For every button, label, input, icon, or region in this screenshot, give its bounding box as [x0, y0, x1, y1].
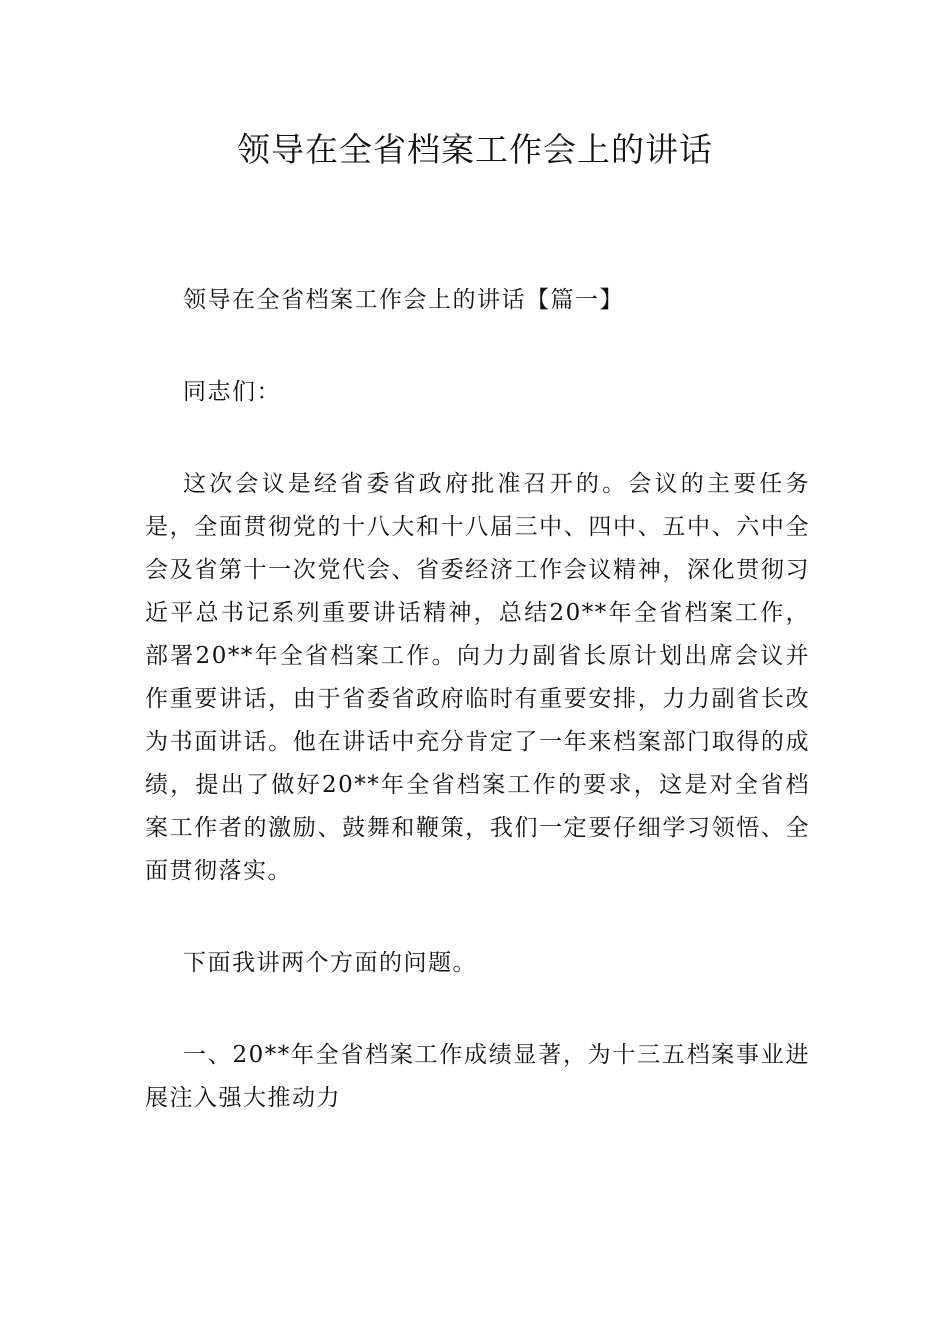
paragraph-introduction: 这次会议是经省委省政府批准召开的。会议的主要任务是，全面贯彻党的十八大和十八届三中、四中、五中、六中全会及省第十一次党代会、省委经济工作会议精神，深化贯彻习近平总书记系列重要讲话精神，总结20**年全省档案工作，部署20**年全省档案工作。向力力副省长原计划出席会议并作重要讲话，由于省委省政府临时有重要安排，力力副省长改为书面讲话。他在讲话中充分肯定了一年来档案部门取得的成绩，提出了做好20**年全省档案工作的要求，这是对全省档案工作者的激励、鼓舞和鞭策，我们一定要仔细学习领悟、全面贯彻落实。 — [145, 471, 810, 884]
paragraph-heading: 领导在全省档案工作会上的讲话【篇一】 — [183, 287, 624, 313]
document-title: 领导在全省档案工作会上的讲话 — [237, 130, 713, 169]
paragraph-salutation: 同志们： — [183, 379, 281, 405]
paragraph-section-one-heading: 一、20**年全省档案工作成绩显著，为十三五档案事业进展注入强大推动力 — [145, 1042, 810, 1111]
paragraph-transition: 下面我讲两个方面的问题。 — [183, 950, 477, 976]
document-body — [145, 279, 810, 1169]
